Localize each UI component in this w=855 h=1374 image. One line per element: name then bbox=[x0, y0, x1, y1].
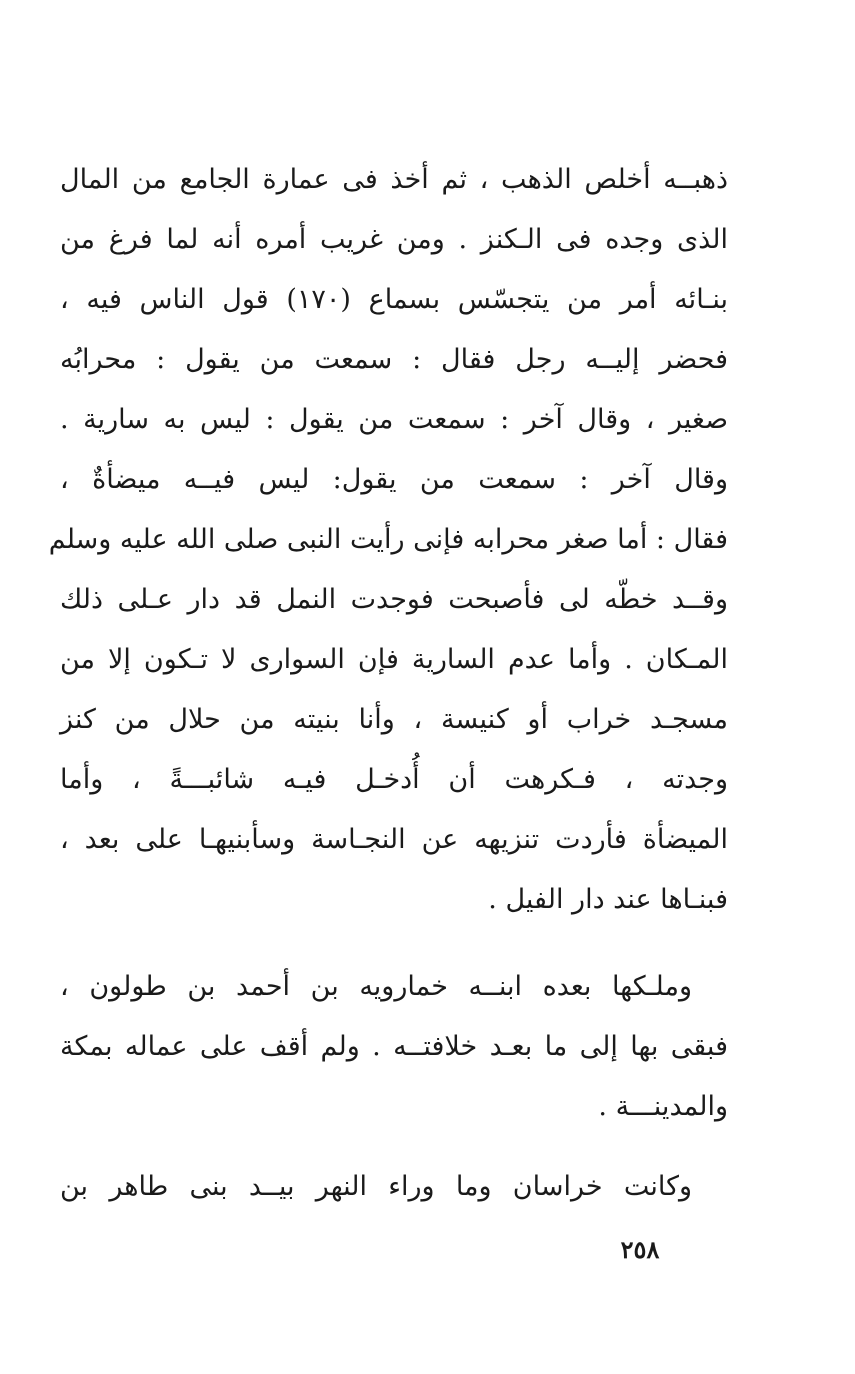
text-line: ذهبــه أخلص الذهب ، ثم أخذ فى عمارة الجامع من المال bbox=[60, 164, 728, 195]
text-line: مسجـد خراب أو كنيسة ، وأنا بنيته من حلال من كنز bbox=[60, 704, 728, 735]
text-line: الذى وجده فى الـكنز . ومن غريب أمره أنه لما فرغ من bbox=[60, 224, 728, 255]
text-line: وقــد خطّه لى فأصبحت فوجدت النمل قد دار عـلى ذلك bbox=[60, 584, 728, 615]
paragraph-3 bbox=[60, 1157, 728, 1217]
text-line: والمدينـــة . bbox=[598, 1091, 728, 1122]
text-line: وجدته ، فـكرهت أن أُدخـل فيـه شائبـــةً ، وأما bbox=[60, 764, 728, 795]
text-line: فبنـاها عند دار الفيل . bbox=[488, 884, 728, 915]
paragraph-1 bbox=[48, 150, 728, 930]
text-line: بنـائه أمر من يتجسّس بسماع (١٧٠) قول الناس فيه ، bbox=[60, 284, 728, 315]
text-line: وملـكها بعده ابنــه خمارويه بن أحمد بن طولون ، bbox=[60, 971, 692, 1002]
text-line: فحضر إليــه رجل فقال : سمعت من يقول : محرابُه bbox=[60, 344, 728, 375]
text-line: وكانت خراسان وما وراء النهر بيــد بنى طاهر بن bbox=[60, 1171, 692, 1202]
text-line: الميضأة فأردت تنزيهه عن النجـاسة وسأبنيهـا على بعد ، bbox=[60, 824, 728, 855]
text-line: المـكان . وأما عدم السارية فإن السوارى لا تـكون إلا من bbox=[60, 644, 728, 675]
text-line: فبقى بها إلى ما بعـد خلافتــه . ولم أقف على عماله بمكة bbox=[60, 1031, 728, 1062]
text-line: فقال : أما صغر محرابه فإنى رأيت النبى صلى الله عليه وسلم bbox=[48, 524, 728, 555]
page-number: ٢٥٨ bbox=[620, 1235, 660, 1264]
text-line: وقال آخر : سمعت من يقول: ليس فيــه ميضأةٌ ، bbox=[60, 464, 728, 495]
paragraph-2 bbox=[60, 957, 728, 1137]
text-line: صغير ، وقال آخر : سمعت من يقول : ليس به سارية . bbox=[60, 404, 728, 435]
